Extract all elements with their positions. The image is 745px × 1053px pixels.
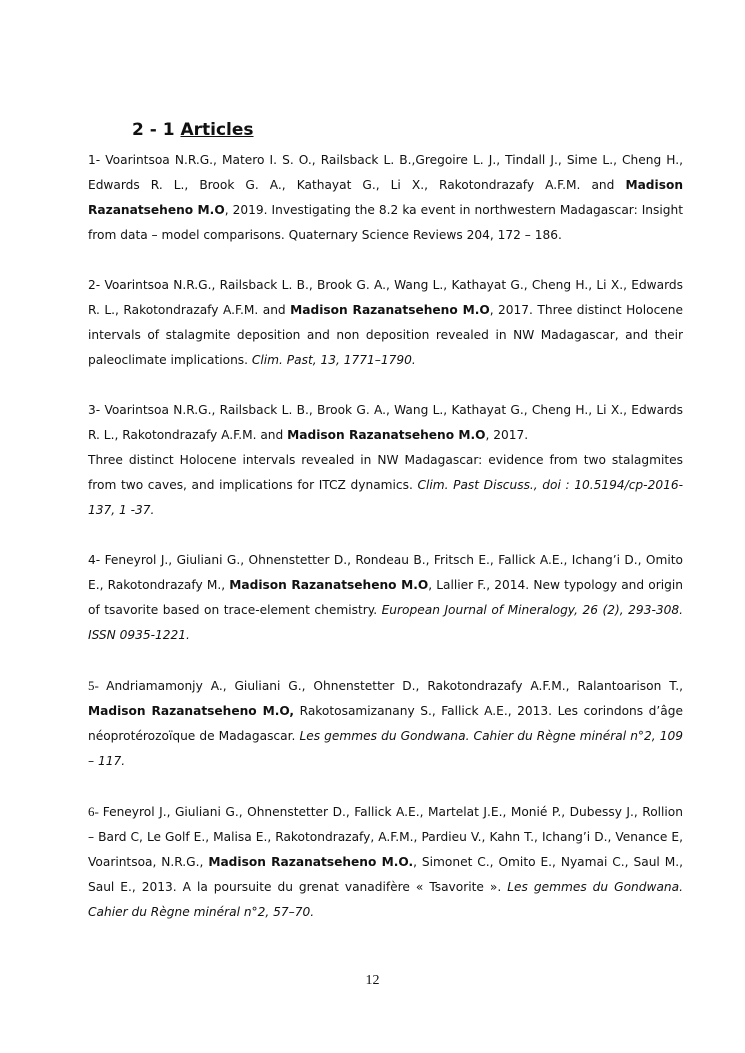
article-details-line2: Three distinct Holocene intervals revealed in NW Madagascar: evidence from two stalagmites from two caves, and implications for ITCZ dynamics. [88,453,683,492]
article-details: Rakotosamizanany S., Fallick A.E., 2013. Les corindons d’âge néoprotérozoïque de Madagascar. [88,704,683,743]
author-highlight: Madison Razanatseheno M.O [229,578,429,592]
article-details: , 2019. Investigating the 8.2 ka event in northwestern Madagascar: Insight from data – model comparisons. Quaternary Science Reviews 204, 172 – 186. [88,203,684,242]
article-authors: Voarintsoa N.R.G., Matero I. S. O., Railsback L. B.,Gregoire L. J., Tindall J., Sime L., Cheng H., Edwards R. L., Brook G. A., Kathayat G., Li X., Rakotondrazafy A.F.M. and [88,153,683,192]
section-heading [132,120,254,140]
article-entry [88,799,683,925]
author-highlight: Madison Razanatseheno M.O, [88,704,295,718]
article-details: , 2017. Three distinct Holocene intervals of stalagmite deposition and non deposition revealed in NW Madagascar, and their paleoclimate implications. [88,303,683,367]
author-highlight: Madison Razanatseheno M.O [290,303,490,317]
author-highlight: Madison Razanatseheno M.O. [208,855,414,869]
page-number: 12 [365,973,380,988]
article-authors: Feneyrol J., Giuliani G., Ohnenstetter D., Rondeau B., Fritsch E., Fallick A.E., Ichang’i D., Omito E., Rakotondrazafy M., [88,553,683,592]
article-number: 6- [88,804,103,819]
article-entry [88,673,683,774]
article-details: , 2017. [485,428,529,442]
article-number: 3- [88,403,105,417]
author-highlight: Madison Razanatseheno M.O [287,428,486,442]
section-number: 2 - 1 [132,120,181,140]
article-authors: Feneyrol J., Giuliani G., Ohnenstetter D., Fallick A.E., Martelat J.E., Monié P., Dubessy J., Rollion – Bard C, Le Golf E., Malisa E., Rakotondrazafy, A.F.M., Pardieu V., Kahn T., Ichang’i D., Venance E, Voarintsoa, N.R.G., [88,805,683,869]
article-authors: Andriamamonjy A., Giuliani G., Ohnenstetter D., Rakotondrazafy A.F.M., Ralantoarison T., [106,679,683,693]
article-entry [88,398,683,523]
article-authors: Voarintsoa N.R.G., Railsback L. B., Brook G. A., Wang L., Kathayat G., Cheng H., Li X., Edwards R. L., Rakotondrazafy A.F.M. and [88,278,683,317]
article-entry [88,273,683,373]
article-journal: Les gemmes du Gondwana. Cahier du Règne minéral n°2, 109 – 117. [88,729,683,768]
article-journal: Les gemmes du Gondwana. Cahier du Règne minéral n°2, 57–70. [88,880,683,919]
article-entry [88,148,683,248]
article-number: 2- [88,278,105,292]
article-number: 1- [88,153,106,167]
article-list [88,148,683,950]
article-number: 5- [88,678,107,693]
article-details: , Simonet C., Omito E., Nyamai C., Saul M., Saul E., 2013. A la poursuite du grenat vanadifère « Tsavorite ». [88,855,683,894]
article-number: 4- [88,553,105,567]
author-highlight: Madison Razanatseheno M.O [88,178,683,217]
article-journal: Clim. Past, 13, 1771–1790. [251,353,416,367]
article-authors: Voarintsoa N.R.G., Railsback L. B., Brook G. A., Wang L., Kathayat G., Cheng H., Li X., Edwards R. L., Rakotondrazafy A.F.M. and [88,403,683,442]
article-journal: Clim. Past Discuss., doi : 10.5194/cp-2016-137, 1 -37. [88,478,683,517]
article-details: , Lallier F., 2014. New typology and origin of tsavorite based on trace-element chemistry. [88,578,683,617]
article-journal: European Journal of Mineralogy, 26 (2), 293-308. ISSN 0935-1221. [88,603,683,642]
section-title: Articles [180,120,254,140]
article-entry [88,548,683,648]
